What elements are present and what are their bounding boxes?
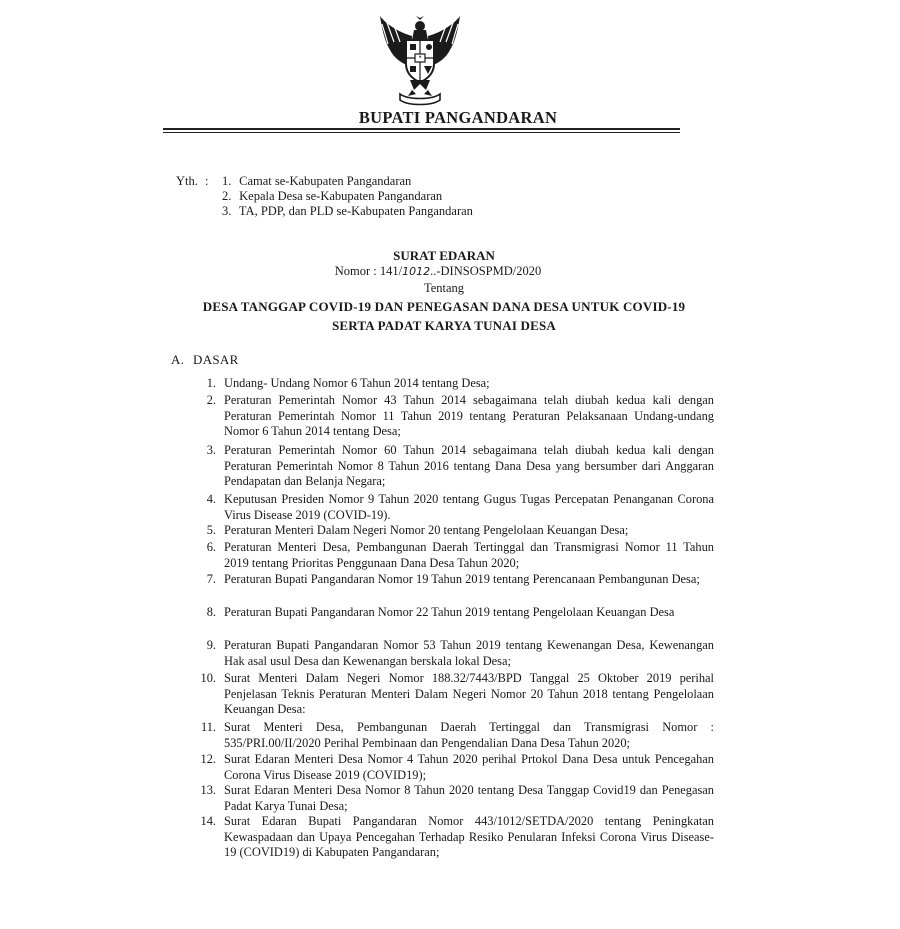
letterhead-double-rule-bottom xyxy=(163,132,680,133)
recipient-item: 3. TA, PDP, dan PLD se-Kabupaten Pangandaran xyxy=(222,204,473,218)
handwritten-number: 1012 xyxy=(402,265,431,278)
circular-number: Nomor : 141/1012..-DINSOSPMD/2020 xyxy=(334,264,542,278)
recipient-item: 1. Camat se-Kabupaten Pangandaran xyxy=(222,174,412,188)
recipients-colon: : xyxy=(205,174,209,188)
recipients-list xyxy=(222,174,473,219)
section-a-heading: A. DASAR xyxy=(171,352,239,367)
letter-page: BUPATI PANGANDARAN Yth. : 1. Camat se-Kabupaten Pangandaran 2. Kepala Desa se-Kabupaten Pangandaran 3. TA, PDP, dan PLD se-Kabupaten Pangandaran SURAT EDARAN Nomor : 141/1012..-DINSOSPMD/2020 Tentang DESA TANGGAP COVID-19 DAN PENEGASAN DANA DESA UNTUK COVID-19 SERTA PADAT KARYA TUNAI DESA A. DASAR 1. Undang- Undang Nomor 6 Tahun 2014 tentang Desa; 2. Peraturan Pemerintah Nomor 43 Tahun 2014 sebagaimana telah diubah kedua kali dengan Peraturan Pemerintah Nomor 11 Tahun 2019 tentang Peraturan Pelaksanaan Undang-undang Nomor 6 Tahun 2014 tentang Desa; 3. Peraturan Pemerintah Nomor 60 Tahun 2014 sebagaimana telah diubah kedua kali dengan Peraturan Pemerintah Nomor 8 Tahun 2016 tentang Dana Desa yang bersumber dari Anggaran Pendapatan dan Belanja Negara; 4. Keputusan Presiden Nomor 9 Tahun 2020 tentang Gugus Tugas Percepatan Penanganan Corona Virus Disease 2019 (COVID-19). 5. Peraturan Menteri Dalam Negeri Nomor 20 tentang Pengelolaan Keuangan Desa; 6. Peraturan Menteri Desa, Pembangunan Daerah Tertinggal dan Transmigrasi Nomor 11 Tahun 2019 tentang Prioritas Penggunaan Dana Desa Tahun 2020; 7. Peraturan Bupati Pangandaran Nomor 19 Tahun 2019 tentang Perencanaan Pembangunan Desa; 8. Peraturan Bupati Pangandaran Nomor 22 Tahun 2019 tentang Pengelolaan Keuangan Desa 9. Peraturan Bupati Pangandaran Nomor 53 Tahun 2019 tentang Kewenangan Desa, Kewenangan Hak asal usul Desa dan Kewenangan berskala lokal Desa; 10. Surat Menteri Dalam Negeri Nomor 188.32/7443/BPD Tanggal 25 Oktober 2019 perihal Penjelasan Teknis Peraturan Menteri Dalam Negeri Nomor 20 Tahun 2018 tentang Pengelolaan Keuangan Desa: 11. Surat Menteri Desa, Pembangunan Daerah Tertinggal dan Transmigrasi Nomor : 535/PRI.00/II/2020 Perihal Pembinaan dan Pengendalian Dana Desa Tahun 2020; 12. Surat Edaran Menteri Desa Nomor 4 Tahun 2020 perihal Prtokol Dana Desa untuk Pencegahan Corona Virus Disease 2019 (COVID19); 13. Surat Edaran Menteri Desa Nomor 8 Tahun 2020 tentang Desa Tanggap Covid19 dan Penegasan Padat Karya Tunai Desa; 14. Surat Edaran Bupati Pangandaran Nomor 443/1012/SETDA/2020 tentang Peningkatan Kewaspadaan dan Upaya Pencegahan Terhadap Resiko Penularan Infeksi Corona Virus Disease-19 (COVID19) di Kabupaten Pangandaran; xyxy=(0,0,900,929)
letterhead-double-rule-top xyxy=(163,128,680,130)
recipient-item: 2. Kepala Desa se-Kabupaten Pangandaran xyxy=(222,189,443,203)
garuda-emblem-icon xyxy=(372,14,468,106)
letterhead-title: BUPATI PANGANDARAN xyxy=(358,108,558,127)
circular-subject-line-1: DESA TANGGAP COVID-19 DAN PENEGASAN DANA DESA UNTUK COVID-19 xyxy=(202,299,686,314)
circular-title: SURAT EDARAN xyxy=(393,248,495,263)
circular-subject-line-2: SERTA PADAT KARYA TUNAI DESA xyxy=(331,318,557,333)
recipients-label: Yth. xyxy=(176,174,198,188)
circular-tentang: Tentang xyxy=(423,281,465,295)
